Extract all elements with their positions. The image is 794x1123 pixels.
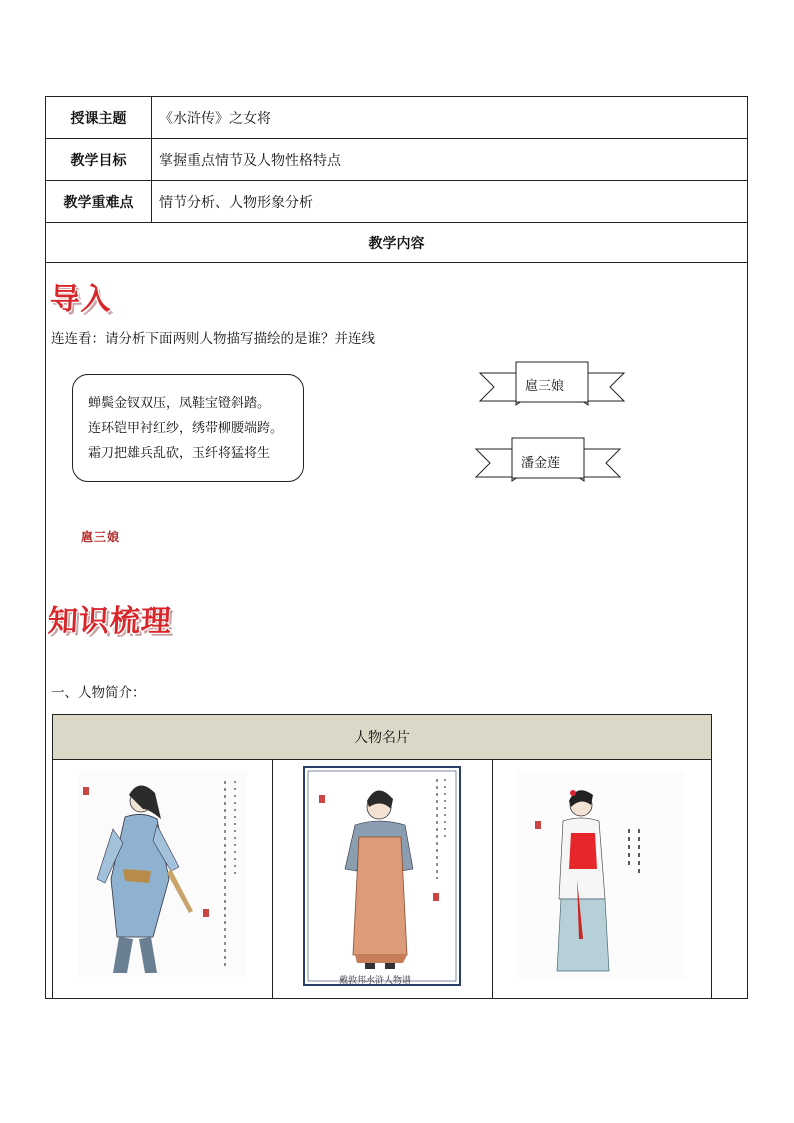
ribbon-label-1: 扈三娘: [525, 379, 565, 394]
portrait-cell-2: [273, 759, 493, 998]
ribbon-label-2: 潘金莲: [521, 456, 561, 471]
poem-line: 霜刀把雄兵乱砍，玉纤将猛将生: [88, 446, 271, 461]
poem-line: 蝉鬓金钗双压，凤鞋宝镫斜踏。: [88, 396, 271, 411]
portrait-2-caption: 戴敦邦水浒人物谱: [339, 976, 412, 986]
row-difficulty: [46, 181, 747, 223]
row-topic: [46, 97, 747, 139]
character-card-table: [52, 714, 712, 999]
portrait-1-illustration: [53, 759, 273, 998]
matching-prompt: 连连看：请分析下面两则人物描写描绘的是谁？并连线: [51, 331, 375, 347]
portrait-3-illustration: [493, 759, 711, 998]
poem-line: 连环铠甲衬红纱，绣带柳腰端跨。: [88, 421, 284, 436]
portrait-cell-3: [493, 759, 711, 998]
handwritten-answer: 扈三娘: [81, 530, 121, 544]
content-header: 教学内容: [46, 223, 747, 263]
topic-label: 授课主题: [46, 97, 152, 138]
goal-value: 掌握重点情节及人物性格特点: [159, 152, 341, 169]
difficulty-label: 教学重难点: [46, 181, 152, 222]
goal-label: 教学目标: [46, 139, 152, 180]
row-goal: [46, 139, 747, 181]
ribbon-banner-2[interactable]: [474, 437, 622, 483]
card-header: 人物名片: [53, 715, 711, 760]
ribbon-banner-1[interactable]: [478, 361, 626, 407]
difficulty-value: 情节分析、人物形象分析: [159, 194, 313, 211]
intro-heading: 导入: [48, 282, 113, 317]
portrait-2-illustration: [273, 759, 493, 998]
portrait-cell-1: [53, 759, 273, 998]
topic-value: 《水浒传》之女将: [159, 110, 271, 127]
section-title: 一、人物简介：: [51, 685, 146, 701]
poem-box: [72, 374, 304, 482]
knowledge-heading: 知识梳理: [46, 604, 173, 639]
